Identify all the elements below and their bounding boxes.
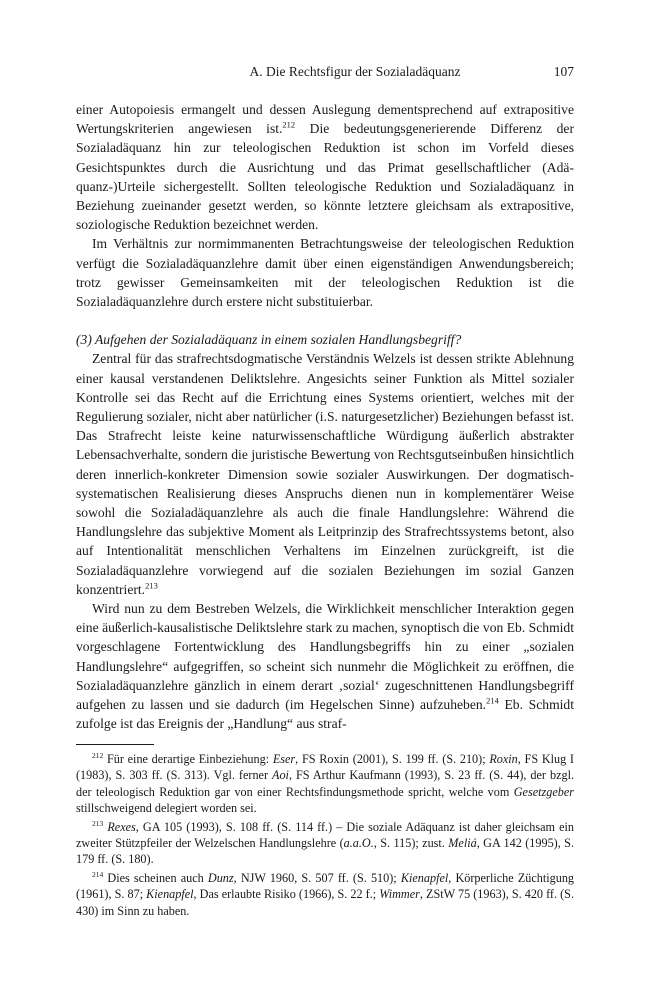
footnote-213 [76, 819, 574, 868]
paragraph-2: Im Verhältnis zur normimmanenten Betrachtungsweise der teleologischen Reduktion verfügt die Sozialadäquanzlehre damit über einen eigenständigen Anwendungsbereich; trotz gewisser Gemeinsamkeiten mit der teleologischen Reduktion ist die Sozialadäquanzlehre durch erstere nicht substituierbar. [76, 236, 574, 310]
footnote-number: 214 [92, 869, 104, 879]
author-name: Meliá [448, 836, 477, 851]
running-head [76, 64, 574, 82]
footnote-text: , FS Klug I (1983), S. 303 ff. (S. 313). Vgl. ferner [76, 752, 574, 783]
section-gap [76, 311, 574, 330]
footnote-text: , FS Roxin (2001), S. 199 ff. (S. 210); [295, 752, 490, 766]
body-text [76, 100, 574, 734]
author-name: Rexes [107, 819, 136, 834]
paragraph-4 [76, 599, 574, 733]
footnote-text: , Das erlaubte Risiko (1966), S. 22 f.; [193, 887, 380, 902]
footnote-text: , S. 115); zust. [373, 836, 449, 851]
author-name: Roxin [489, 752, 518, 766]
author-name: Kienapfel [146, 887, 194, 902]
footnote-text: , ZStW 75 (1963), S. 420 ff. (S. 430) im Sinn zu haben. [76, 887, 574, 918]
paragraph-1 [76, 100, 574, 234]
footnote-text: stillschweigend delegiert worden sei. [76, 801, 257, 816]
paragraph-4-text-a: Wird nun zu dem Bestreben Welzels, die Wirklichkeit menschlicher Interaktion gegen eine äußerlich-kausalistische Deliktslehre stark zu machen, synoptisch die von Eb. Schmidt vorgeschlagene Fortentwicklung des Handlungsbegriffs hin zu einer „sozialen Handlungslehre“ aufgegriffen, so scheint sich nunmehr die Möglichkeit zu eröffnen, die Sozialadäquanzlehre gänzlich in einem derart ‚sozial‘ zugeschnittenen Handlungsbegriff aufgehen zu lassen und sie dadurch (im Hegelschen Sinne) aufzuheben. [76, 601, 574, 713]
paragraph-3-text: Zentral für das strafrechtsdogmatische Verständnis Welzels ist dessen strikte Ablehnung einer kausal verstandenen Deliktslehre. Angesichts seiner Funktion als Mittel sozialer Kontrolle sei das Recht auf die Errichtung eines Systems orientiert, welches mit der Regulierung sozialer, nicht aber natürlicher (i.S. naturgesetzlicher) Beziehungen befasst ist. Das Strafrecht leiste keine naturwissenschaftliche Würdigung äußerlich abstrakter Lebensachverhalte, sondern die juristische Bewertung von Rechtsgutseinbußen hinsichtlich deren innerlich-konkreter Dimension sowie sozialer Auswirkungen. Der dogmatisch-systematischen Realisierung dieses Anspruchs dienen nun in komplementärer Weise sowohl die Sozialadäquanzlehre als auch die finale Handlungslehre: Während die Handlungslehre das subjektive Moment als Leitprinzip des Strafrechtssystems betont, also auf Intentionalität menschlichen Verhaltens im Einzelnen zurückgreift, ist die Sozialadäquanzlehre vorwiegend auf die sozialen Beziehungen im sozial Ganzen konzentriert. [76, 351, 574, 597]
footnote-text: , GA 142 (1995), S. 179 ff. (S. 180). [76, 836, 575, 867]
footnote-212 [76, 751, 574, 817]
footnote-text: , NJW 1960, S. 507 ff. (S. 510); [233, 870, 401, 885]
footnote-divider [76, 744, 154, 745]
section-heading: (3) Aufgehen der Sozialadäquanz in einem sozialen Handlungsbegriff? [76, 332, 462, 348]
footnote-text: Dies scheinen auch [107, 870, 208, 885]
paragraph-4-text-b: Eb. Schmidt zufolge ist das Ereignis der „Handlung“ aus straf- [76, 697, 574, 732]
paragraph-1-text-a: einer Autopoiesis ermangelt und dessen Auslegung dementsprechend auf extrapositive Wertungskriterien angewiesen ist. [76, 102, 574, 137]
footnote-text: , FS Arthur Kaufmann (1993), S. 23 ff. (S. 44), der bzgl. der teleologisch Reduktion gar von einer Rechtsfindungsmethode spricht, welche vom [76, 768, 575, 799]
footnote-text: , GA 105 (1993), S. 108 ff. (S. 114 ff.) – Die soziale Adäquanz ist daher gleichsam ein zweiter Stützpfeiler der Welzelschen Handlungslehre ( [76, 819, 574, 851]
footnote-text: , Körperliche Züchtigung (1961), S. 87; [76, 870, 575, 902]
author-name: Aoi [272, 768, 289, 783]
emphasis-text: Gesetzgeber [513, 784, 574, 799]
footnotes [76, 744, 574, 921]
author-name: Eser [272, 752, 296, 766]
footnote-214 [76, 870, 574, 919]
footnote-ref-212[interactable]: 212 [282, 119, 296, 130]
emphasis-text: a.a.O. [343, 836, 374, 851]
page-number: 107 [553, 64, 574, 79]
footnote-number: 212 [92, 750, 104, 760]
author-name: Kienapfel [400, 870, 449, 885]
footnote-ref-213[interactable]: 213 [145, 580, 158, 591]
paragraph-1-text-b: Die bedeutungsgenerierende Differenz der Sozialadäquanz hin zur teleologischen Reduktion ist schon im Vorfeld dieses Gesichtspunktes durch die Ausrichtung und das Primat gesellschaftlicher (Adäquanz-)Urteile sichergestellt. Sollten teleologische Reduktion und Sozialadäquanz in Beziehung zueinander gesetzt werden, so könnte letztere gleichsam als extrapositive, soziologische Reduktion bezeichnet werden. [76, 121, 574, 233]
footnote-text: Für eine derartige Einbeziehung: [106, 752, 273, 766]
author-name: Wimmer [379, 887, 420, 902]
footnote-ref-214[interactable]: 214 [486, 695, 499, 706]
footnote-number: 213 [92, 818, 104, 828]
paragraph-3 [76, 349, 574, 599]
running-head-title: A. Die Rechtsfigur der Sozialadäquanz [249, 64, 461, 79]
author-name: Dunz [207, 870, 234, 885]
